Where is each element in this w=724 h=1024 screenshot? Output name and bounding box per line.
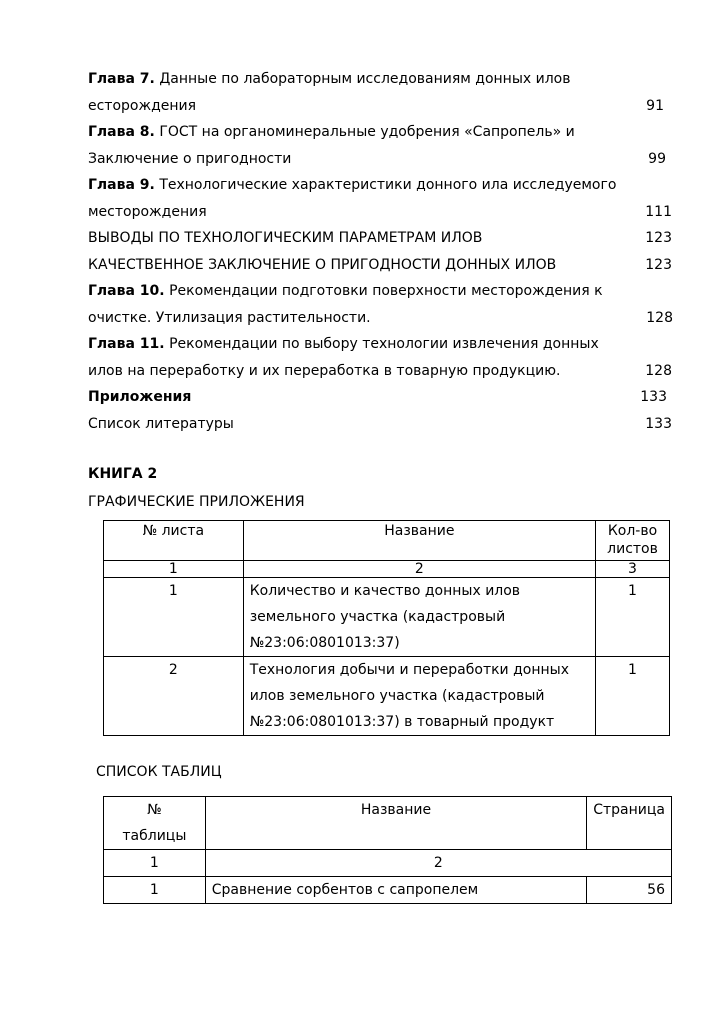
toc-ch7-page: 91 <box>646 97 664 114</box>
toc-ch11-label: Глава 11. <box>88 336 165 352</box>
column-number: 2 <box>205 850 671 877</box>
toc-quality-text: КАЧЕСТВЕННОЕ ЗАКЛЮЧЕНИЕ О ПРИГОДНОСТИ ДОННЫХ ИЛОВ <box>88 256 557 273</box>
toc-ch10-page: 128 <box>646 309 673 326</box>
table-row <box>104 657 670 736</box>
header-page: Страница <box>587 797 672 850</box>
toc-quality-page: 123 <box>645 256 672 273</box>
row-page: 56 <box>587 877 672 904</box>
toc-entry-ch7-cont <box>88 93 672 120</box>
toc-ch7-text2: есторождения <box>88 97 197 114</box>
toc-ch8-text: ГОСТ на органоминеральные удобрения «Сапропель» и <box>159 124 575 140</box>
header-table-number <box>104 797 206 850</box>
header-sheet-number: № листа <box>104 521 244 561</box>
header-name: Название <box>243 521 595 561</box>
column-number: 2 <box>243 561 595 578</box>
row-name-line: Количество и качество донных илов <box>249 583 521 599</box>
toc-ch10-text: Рекомендации подготовки поверхности месторождения к <box>169 283 603 299</box>
book2-title: КНИГА 2 <box>88 466 158 482</box>
table-of-contents <box>88 66 672 437</box>
toc-literature-text: Список литературы <box>88 415 234 432</box>
row-name: Сравнение сорбентов с сапропелем <box>205 877 586 904</box>
header-sheet-count: Кол-во листов <box>596 521 670 561</box>
toc-ch11-text: Рекомендации по выбору технологии извлечения донных <box>169 336 599 352</box>
toc-ch11-text2: илов на переработку и их переработка в товарную продукцию. <box>88 362 561 379</box>
toc-ch7-label: Глава 7. <box>88 71 155 87</box>
row-name <box>243 657 595 736</box>
toc-ch11-page: 128 <box>645 362 672 379</box>
toc-ch8-page: 99 <box>648 150 666 167</box>
column-numbers-row <box>104 561 670 578</box>
row-number: 1 <box>104 578 244 657</box>
header-name: Название <box>205 797 586 850</box>
toc-entry-conclusions <box>88 225 672 252</box>
toc-entry-ch11-cont <box>88 358 672 385</box>
row-number: 1 <box>104 877 206 904</box>
toc-entry-literature <box>88 411 672 438</box>
table-header-row <box>104 521 670 561</box>
row-name-line: Технология добычи и переработки донных <box>249 662 569 678</box>
toc-entry-ch10 <box>88 278 672 305</box>
table-header-row <box>104 797 672 850</box>
toc-entry-ch8-cont <box>88 146 672 173</box>
tables-list-table <box>103 796 672 904</box>
toc-appendices-text: Приложения <box>88 389 192 405</box>
toc-ch8-label: Глава 8. <box>88 124 155 140</box>
toc-conclusions-text: ВЫВОДЫ ПО ТЕХНОЛОГИЧЕСКИМ ПАРАМЕТРАМ ИЛОВ <box>88 230 483 246</box>
table-row <box>104 578 670 657</box>
row-name-line: илов земельного участка (кадастровый <box>249 688 545 704</box>
toc-literature-page: 133 <box>645 415 672 432</box>
row-number: 2 <box>104 657 244 736</box>
row-name <box>243 578 595 657</box>
toc-ch9-text2: месторождения <box>88 203 207 220</box>
toc-ch10-text2: очистке. Утилизация растительности. <box>88 309 371 326</box>
tables-list-title: СПИСОК ТАБЛИЦ <box>96 764 222 780</box>
toc-ch7-text: Данные по лабораторным исследованиям донных илов <box>159 71 571 87</box>
graphic-appendices-title: ГРАФИЧЕСКИЕ ПРИЛОЖЕНИЯ <box>88 494 305 510</box>
toc-entry-ch7 <box>88 66 672 93</box>
header-number-line1: № <box>147 802 162 818</box>
toc-conclusions-page: 123 <box>645 230 672 246</box>
row-name-line: земельного участка (кадастровый <box>249 609 506 625</box>
toc-appendices-page: 133 <box>640 389 667 405</box>
column-number: 3 <box>596 561 670 578</box>
column-number: 1 <box>104 561 244 578</box>
row-name-line: №23:06:0801013:37) в товарный продукт <box>249 714 555 730</box>
toc-ch10-label: Глава 10. <box>88 283 165 299</box>
graphic-appendices-table <box>103 520 670 736</box>
toc-entry-ch11 <box>88 331 672 358</box>
toc-ch9-page: 111 <box>645 203 672 220</box>
toc-entry-ch8 <box>88 119 672 146</box>
toc-entry-quality <box>88 252 672 279</box>
row-count: 1 <box>596 657 670 736</box>
table-row <box>104 877 672 904</box>
toc-ch9-text: Технологические характеристики донного ила исследуемого <box>159 177 617 193</box>
header-number-line2: таблицы <box>122 828 187 844</box>
column-numbers-row <box>104 850 672 877</box>
toc-entry-ch10-cont <box>88 305 672 332</box>
toc-entry-appendices <box>88 384 672 411</box>
toc-ch9-label: Глава 9. <box>88 177 155 193</box>
toc-entry-ch9-cont <box>88 199 672 226</box>
row-count: 1 <box>596 578 670 657</box>
column-number: 1 <box>104 850 206 877</box>
toc-ch8-text2: Заключение о пригодности <box>88 150 292 167</box>
toc-entry-ch9 <box>88 172 672 199</box>
row-name-line: №23:06:0801013:37) <box>249 635 400 651</box>
